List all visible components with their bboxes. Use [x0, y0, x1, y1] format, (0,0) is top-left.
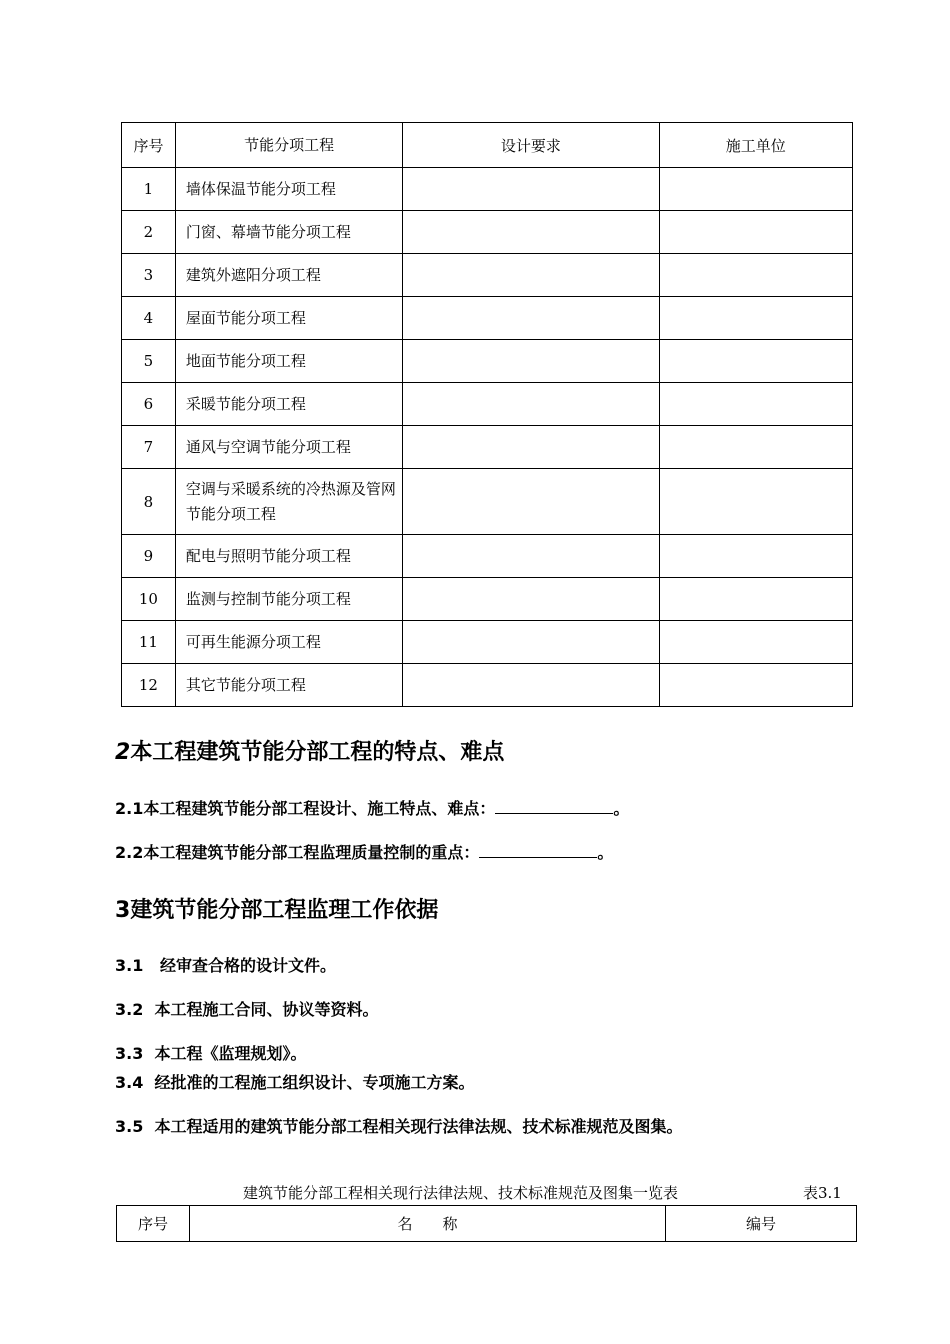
item-3-5: 3.5 本工程适用的建筑节能分部工程相关现行法律法规、技术标准规范及图集。	[115, 1117, 683, 1136]
row-contractor	[659, 340, 852, 383]
row-name: 地面节能分项工程	[175, 340, 402, 383]
row-no: 12	[122, 664, 176, 707]
fill-blank	[495, 799, 613, 814]
row-no: 3	[122, 254, 176, 297]
item-2-2	[115, 840, 613, 863]
item-2-1-end: 。	[613, 799, 630, 818]
row-name: 建筑外遮阳分项工程	[175, 254, 402, 297]
table-row	[122, 578, 853, 621]
row-design-req	[403, 340, 659, 383]
row-contractor	[659, 254, 852, 297]
table-row	[122, 383, 853, 426]
row-name: 屋面节能分项工程	[175, 297, 402, 340]
item-2-1	[115, 796, 629, 819]
header-no: 序号	[122, 123, 176, 168]
row-contractor	[659, 383, 852, 426]
row-design-req	[403, 578, 659, 621]
fill-blank	[479, 843, 597, 858]
table-row	[122, 469, 853, 535]
item-3-4: 3.4 经批准的工程施工组织设计、专项施工方案。	[115, 1073, 475, 1092]
table-number: 表3.1	[803, 1184, 842, 1202]
table-row	[122, 254, 853, 297]
row-no: 10	[122, 578, 176, 621]
row-name: 通风与空调节能分项工程	[175, 426, 402, 469]
row-contractor	[659, 211, 852, 254]
item-2-2-end: 。	[597, 843, 614, 862]
section-3-number: 3	[115, 898, 131, 923]
energy-subitem-table	[121, 122, 853, 707]
row-no: 7	[122, 426, 176, 469]
section-2-number: 2	[115, 740, 131, 765]
row-name: 空调与采暖系统的冷热源及管网节能分项工程	[175, 469, 402, 535]
section-2-heading	[115, 735, 504, 766]
row-contractor	[659, 469, 852, 535]
header-design-req: 设计要求	[403, 123, 659, 168]
row-no: 9	[122, 535, 176, 578]
row-name: 门窗、幕墙节能分项工程	[175, 211, 402, 254]
header-code: 编号	[666, 1206, 857, 1242]
table-row	[122, 340, 853, 383]
table-row	[122, 426, 853, 469]
row-design-req	[403, 469, 659, 535]
header-contractor: 施工单位	[659, 123, 852, 168]
table-row	[122, 297, 853, 340]
table-row	[122, 211, 853, 254]
row-name: 其它节能分项工程	[175, 664, 402, 707]
row-name: 监测与控制节能分项工程	[175, 578, 402, 621]
row-design-req	[403, 535, 659, 578]
row-no: 11	[122, 621, 176, 664]
item-3-2: 3.2 本工程施工合同、协议等资料。	[115, 1000, 379, 1019]
row-contractor	[659, 621, 852, 664]
row-contractor	[659, 426, 852, 469]
row-name: 可再生能源分项工程	[175, 621, 402, 664]
table-row	[122, 664, 853, 707]
table-caption: 建筑节能分部工程相关现行法律法规、技术标准规范及图集一览表	[243, 1184, 679, 1202]
header-name: 名 称	[190, 1206, 666, 1242]
row-no: 4	[122, 297, 176, 340]
row-design-req	[403, 621, 659, 664]
row-design-req	[403, 664, 659, 707]
row-design-req	[403, 426, 659, 469]
row-no: 6	[122, 383, 176, 426]
table-header-row	[117, 1206, 857, 1242]
table-row	[122, 535, 853, 578]
row-contractor	[659, 664, 852, 707]
row-contractor	[659, 297, 852, 340]
item-2-2-text: 2.2本工程建筑节能分部工程监理质量控制的重点：	[115, 843, 480, 862]
section-3-heading	[115, 893, 438, 924]
row-name: 配电与照明节能分项工程	[175, 535, 402, 578]
regulations-table	[116, 1205, 857, 1242]
row-no: 8	[122, 469, 176, 535]
row-design-req	[403, 297, 659, 340]
section-2-title: 本工程建筑节能分部工程的特点、难点	[130, 740, 505, 765]
row-design-req	[403, 211, 659, 254]
row-contractor	[659, 168, 852, 211]
section-3-title: 建筑节能分部工程监理工作依据	[130, 898, 439, 923]
item-3-3: 3.3 本工程《监理规划》。	[115, 1044, 307, 1063]
item-3-1: 3.1 经审查合格的设计文件。	[115, 956, 337, 975]
row-name: 采暖节能分项工程	[175, 383, 402, 426]
row-contractor	[659, 578, 852, 621]
table-row	[122, 621, 853, 664]
item-2-1-text: 2.1本工程建筑节能分部工程设计、施工特点、难点：	[115, 799, 496, 818]
row-design-req	[403, 383, 659, 426]
header-no: 序号	[117, 1206, 190, 1242]
row-design-req	[403, 168, 659, 211]
header-subitem: 节能分项工程	[175, 123, 402, 168]
table-row	[122, 168, 853, 211]
row-no: 5	[122, 340, 176, 383]
row-no: 1	[122, 168, 176, 211]
row-name: 墙体保温节能分项工程	[175, 168, 402, 211]
table-header-row	[122, 123, 853, 168]
row-design-req	[403, 254, 659, 297]
row-contractor	[659, 535, 852, 578]
row-no: 2	[122, 211, 176, 254]
